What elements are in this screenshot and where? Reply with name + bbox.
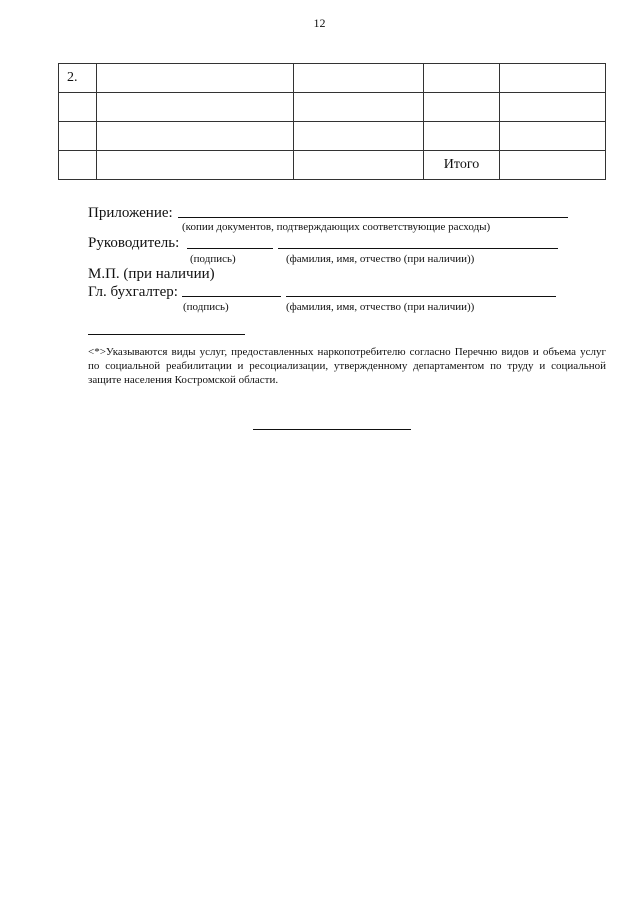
table-cell <box>424 122 500 151</box>
attachment-label: Приложение: <box>88 205 173 221</box>
accountant-name-line <box>286 296 556 297</box>
table-row <box>59 64 606 93</box>
head-name-line <box>278 248 558 249</box>
footnote-separator <box>88 334 245 335</box>
accountant-name-caption: (фамилия, имя, отчество (при наличии)) <box>286 301 475 313</box>
table-row-total <box>59 151 606 180</box>
head-label: Руководитель: <box>88 235 180 251</box>
footnote-text: <*>Указываются виды услуг, предоставленных наркопотребителю согласно Перечню видов и объема услуг по социальной реабилитации и ресоциализации, утвержденному департаментом по труду и социальной защите населения Костромской области. <box>88 346 606 386</box>
table-cell <box>97 151 294 180</box>
head-signature-caption: (подпись) <box>190 253 236 265</box>
table-cell <box>97 122 294 151</box>
table-cell <box>500 64 606 93</box>
attachment-caption: (копии документов, подтверждающих соответствующие расходы) <box>182 221 491 233</box>
end-line <box>253 429 411 430</box>
table-cell <box>500 122 606 151</box>
table-cell <box>59 122 97 151</box>
table-cell <box>97 64 294 93</box>
table-cell <box>294 64 424 93</box>
attachment-line <box>178 217 568 218</box>
head-name-caption: (фамилия, имя, отчество (при наличии)) <box>286 253 475 265</box>
accountant-signature-caption: (подпись) <box>183 301 229 313</box>
page-number: 12 <box>313 16 326 30</box>
seal-label: М.П. (при наличии) <box>88 266 215 282</box>
table-cell: 2. <box>59 64 97 93</box>
table-row <box>59 122 606 151</box>
total-label: Итого <box>424 151 500 180</box>
table-cell <box>424 64 500 93</box>
table-cell <box>294 122 424 151</box>
table-cell <box>97 93 294 122</box>
table-row <box>59 93 606 122</box>
table-cell <box>424 93 500 122</box>
accountant-label: Гл. бухгалтер: <box>88 284 178 300</box>
total-value-cell <box>500 151 606 180</box>
head-signature-line <box>187 248 273 249</box>
table-cell <box>294 151 424 180</box>
accountant-signature-line <box>182 296 281 297</box>
expense-table <box>58 63 606 180</box>
table-cell <box>59 93 97 122</box>
table-cell <box>59 151 97 180</box>
table-cell <box>500 93 606 122</box>
table-cell <box>294 93 424 122</box>
